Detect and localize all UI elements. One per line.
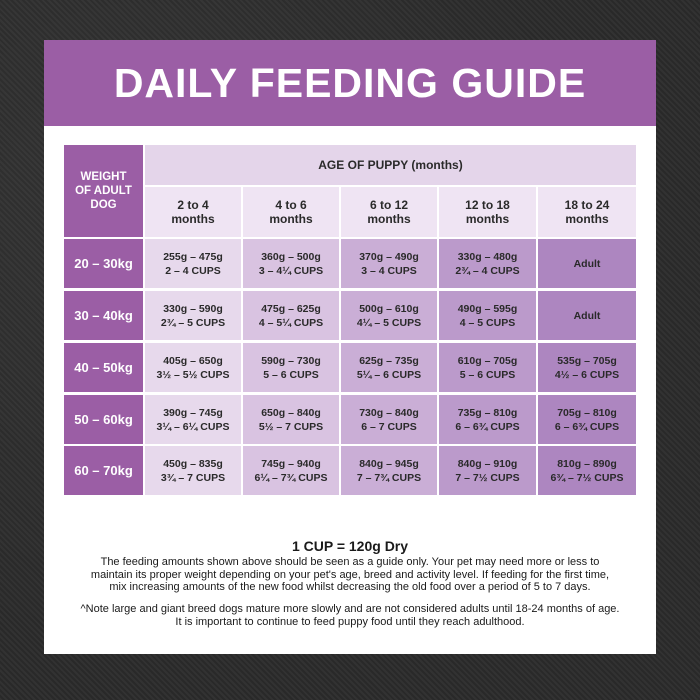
feeding-amount-line: 475g – 625g (261, 302, 321, 315)
feeding-amount-cell (145, 446, 241, 495)
weight-value: 30 – 40kg (74, 308, 133, 323)
feeding-amount-line: 6 – 6¾ CUPS (554, 420, 620, 433)
weight-row-label (64, 291, 143, 340)
feeding-amount-line: 490g – 595g (457, 302, 518, 315)
feeding-amount-cell (439, 239, 536, 288)
age-column-line: months (465, 212, 510, 226)
age-column-line: months (367, 212, 411, 226)
feeding-amount-line: 255g – 475g (163, 250, 223, 263)
age-column-line: 4 to 6 (275, 198, 307, 212)
feeding-amount-line: 840g – 910g (457, 457, 518, 470)
feeding-amount-cell (145, 239, 241, 288)
feeding-amount-line: 330g – 480g (457, 250, 518, 263)
age-column-line: months (269, 212, 313, 226)
feeding-amount-cell (439, 291, 536, 340)
feeding-amount-line: 5¼ – 6 CUPS (356, 368, 422, 381)
feeding-amount-line: 610g – 705g (457, 354, 518, 367)
age-column-header (243, 187, 339, 237)
feeding-amount-line: 3¾ – 7 CUPS (160, 471, 226, 484)
weight-row-label (64, 239, 143, 288)
age-column-line: months (565, 212, 609, 226)
feeding-amount-line: 3 – 4 CUPS (361, 264, 417, 277)
feeding-amount-cell (341, 446, 437, 495)
feeding-amount-line: 390g – 745g (163, 406, 223, 419)
age-column-line: 12 to 18 (465, 198, 510, 212)
feeding-amount-line: Adult (573, 257, 601, 270)
feeding-amount-line: 6 – 7 CUPS (361, 420, 417, 433)
weight-value: 60 – 70kg (74, 463, 133, 478)
weight-header-line: OF ADULT (75, 185, 132, 197)
feeding-amount-cell (439, 395, 536, 444)
feeding-amount-line: Adult (573, 309, 601, 322)
feeding-amount-line: 2¾ – 5 CUPS (160, 316, 226, 329)
age-column-line: 6 to 12 (369, 198, 408, 212)
weight-value: 20 – 30kg (74, 256, 133, 271)
feeding-amount-cell (538, 446, 636, 495)
age-column-header (439, 187, 536, 237)
feeding-amount-cell (243, 395, 339, 444)
weight-header-line: DOG (90, 199, 117, 211)
feeding-amount-cell (439, 446, 536, 495)
feeding-amount-line: 5½ – 7 CUPS (258, 420, 324, 433)
feeding-amount-cell (538, 395, 636, 444)
feeding-amount-line: 745g – 940g (261, 457, 321, 470)
weight-value: 40 – 50kg (74, 360, 133, 375)
feeding-amount-line: 4 – 5¼ CUPS (258, 316, 324, 329)
age-column-header (145, 187, 241, 237)
feeding-amount-cell (341, 291, 437, 340)
breed-note-line: ^Note large and giant breed dogs mature more slowly and are not considered adults until 18-24 months of age. (80, 603, 620, 615)
feeding-amount-line: 625g – 735g (359, 354, 419, 367)
breed-note (54, 603, 646, 628)
age-column-line: 18 to 24 (564, 198, 610, 212)
feeding-amount-line: 7 – 7½ CUPS (455, 471, 520, 484)
feeding-table (64, 145, 636, 493)
feeding-amount-cell (145, 395, 241, 444)
guide-note (54, 556, 646, 594)
age-column-header (538, 187, 636, 237)
weight-header-line: WEIGHT (80, 171, 127, 183)
age-header (145, 145, 636, 185)
feeding-amount-line: 500g – 610g (359, 302, 419, 315)
feeding-amount-line: 705g – 810g (557, 406, 617, 419)
cup-conversion: 1 CUP = 120g Dry (291, 538, 409, 554)
feeding-amount-line: 5 – 6 CUPS (263, 368, 319, 381)
feeding-amount-line: 6¼ – 7¾ CUPS (254, 471, 328, 484)
guide-note-line: mix increasing amounts of the new food whilst decreasing the old food over a period of 5 to 7 days. (109, 581, 591, 593)
feeding-amount-line: 370g – 490g (359, 250, 419, 263)
feeding-amount-line: 405g – 650g (163, 354, 223, 367)
feeding-amount-line: 535g – 705g (557, 354, 617, 367)
feeding-amount-line: 3¼ – 6¼ CUPS (156, 420, 230, 433)
weight-row-label (64, 343, 143, 392)
feeding-amount-line: 810g – 890g (557, 457, 617, 470)
feeding-amount-line: 6¾ – 7½ CUPS (550, 471, 624, 484)
feeding-amount-line: 840g – 945g (359, 457, 419, 470)
weight-value: 50 – 60kg (74, 412, 133, 427)
feeding-amount-cell (538, 239, 636, 288)
feeding-amount-line: 6 – 6¾ CUPS (455, 420, 520, 433)
feeding-amount-line: 2 – 4 CUPS (165, 264, 221, 277)
feeding-amount-cell (243, 446, 339, 495)
weight-row-label (64, 446, 143, 495)
feeding-amount-cell (145, 343, 241, 392)
feeding-amount-cell (439, 343, 536, 392)
feeding-amount-line: 4 – 5 CUPS (459, 316, 516, 329)
feeding-amount-cell (243, 291, 339, 340)
feeding-amount-cell (341, 239, 437, 288)
age-column-line: 2 to 4 (177, 198, 209, 212)
guide-note-line: The feeding amounts shown above should be seen as a guide only. Your pet may need more or less to (100, 556, 600, 568)
feeding-amount-cell (341, 395, 437, 444)
feeding-guide-card (44, 40, 656, 654)
feeding-amount-line: 730g – 840g (359, 406, 419, 419)
age-column-line: months (171, 212, 215, 226)
age-column-header (341, 187, 437, 237)
age-header-label: AGE OF PUPPY (months) (318, 158, 463, 172)
feeding-amount-line: 360g – 500g (261, 250, 321, 263)
feeding-amount-line: 3 – 4¼ CUPS (258, 264, 324, 277)
feeding-amount-cell (243, 343, 339, 392)
feeding-amount-cell (341, 343, 437, 392)
feeding-amount-line: 590g – 730g (261, 354, 321, 367)
feeding-amount-line: 650g – 840g (261, 406, 321, 419)
feeding-amount-line: 4½ – 6 CUPS (554, 368, 620, 381)
feeding-amount-line: 7 – 7¾ CUPS (356, 471, 422, 484)
weight-header (64, 145, 143, 237)
feeding-amount-cell (243, 239, 339, 288)
guide-note-line: maintain its proper weight depending on your pet's age, breed and activity level. If feeding for the first time, (90, 568, 610, 581)
feeding-amount-line: 450g – 835g (163, 457, 223, 470)
feeding-amount-cell (145, 291, 241, 340)
weight-row-label (64, 395, 143, 444)
feeding-amount-line: 330g – 590g (163, 302, 223, 315)
title-banner (44, 40, 656, 126)
feeding-amount-line: 5 – 6 CUPS (459, 368, 516, 381)
feeding-amount-line: 4¼ – 5 CUPS (356, 316, 422, 329)
feeding-amount-line: 3½ – 5½ CUPS (156, 368, 230, 381)
feeding-amount-cell (538, 343, 636, 392)
feeding-amount-line: 735g – 810g (457, 406, 518, 419)
breed-note-line: It is important to continue to feed puppy food until they reach adulthood. (175, 615, 525, 628)
page-title: DAILY FEEDING GUIDE (113, 59, 587, 106)
feeding-amount-cell (538, 291, 636, 340)
feeding-amount-line: 2¾ – 4 CUPS (455, 264, 520, 277)
